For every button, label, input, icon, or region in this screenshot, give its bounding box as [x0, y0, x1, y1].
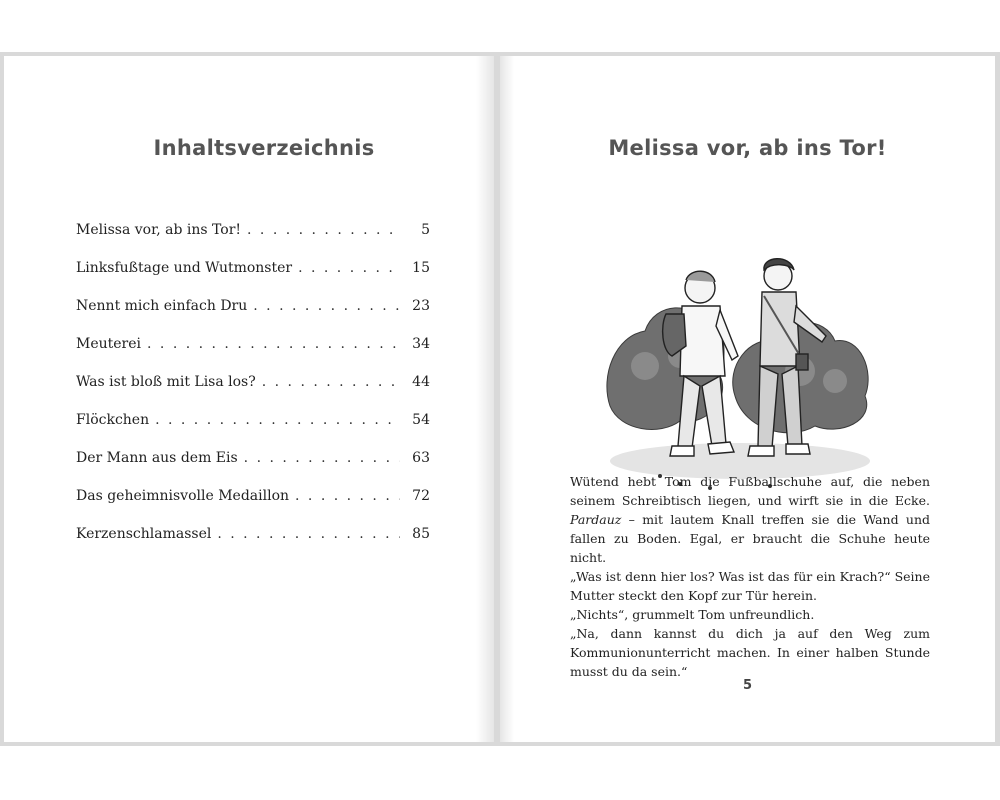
toc-entry-label: Der Mann aus dem Eis [76, 450, 238, 466]
toc-entry [76, 450, 430, 488]
toc-entry-label: Nennt mich einfach Dru [76, 298, 248, 314]
toc-entry-page: 44 [412, 374, 430, 390]
toc-leader-dots [298, 260, 400, 276]
two-boys-walking-illustration [600, 206, 880, 496]
toc-entry [76, 298, 430, 336]
toc-entry [76, 260, 430, 298]
page-number: 5 [742, 678, 753, 693]
toc-entry [76, 412, 430, 450]
toc-leader-dots [262, 374, 400, 390]
toc-entry [76, 336, 430, 374]
toc-entry-page: 34 [412, 336, 430, 352]
toc-entry-label: Linksfußtage und Wutmonster [76, 260, 293, 276]
chapter-body-text [570, 472, 930, 681]
paragraph: „Na, dann kannst du dich ja auf den Weg zum Kommunionunterricht machen. In einer halben Stunde musst du da sein.“ [570, 626, 930, 679]
toc-leader-dots [244, 450, 400, 466]
toc-entry-page: 5 [421, 222, 430, 238]
toc-leader-dots [253, 298, 400, 314]
paragraph: „Nichts“, grummelt Tom unfreundlich. [570, 607, 815, 622]
emphasis: Pardauz [570, 512, 622, 527]
toc-entry-label: Das geheimnisvolle Medaillon [76, 488, 290, 504]
toc-entry-page: 23 [412, 298, 430, 314]
table-of-contents [76, 222, 430, 564]
toc-leader-dots [217, 526, 400, 542]
toc-leader-dots [155, 412, 400, 428]
left-page [4, 56, 494, 742]
toc-entry-page: 54 [412, 412, 430, 428]
toc-entry [76, 526, 430, 564]
toc-leader-dots [147, 336, 400, 352]
paragraph: Wütend hebt Tom die Fußballschuhe auf, die neben seinem Schreibtisch liegen, und wirft sie in die Ecke. Pardauz – mit lautem Knall treffen sie die Wand und fallen zu Boden. Egal, er braucht die Schuhe heute nicht. [570, 474, 930, 565]
paragraph: „Was ist denn hier los? Was ist das für ein Krach?“ Seine Mutter steckt den Kopf zur Tür herein. [570, 569, 930, 603]
toc-entry-page: 63 [412, 450, 430, 466]
toc-entry-label: Kerzenschlamassel [76, 526, 212, 542]
toc-entry-page: 15 [412, 260, 430, 276]
toc-entry-page: 85 [412, 526, 430, 542]
toc-entry [76, 222, 430, 260]
toc-entry-page: 72 [412, 488, 430, 504]
toc-entry [76, 488, 430, 526]
toc-leader-dots [247, 222, 400, 238]
toc-entry [76, 374, 430, 412]
toc-entry-label: Melissa vor, ab ins Tor! [76, 222, 242, 238]
toc-title: Inhaltsverzeichnis [153, 136, 375, 160]
toc-entry-label: Was ist bloß mit Lisa los? [76, 374, 256, 390]
right-page [500, 56, 995, 742]
book-spread [0, 52, 1000, 746]
toc-entry-label: Meuterei [76, 336, 142, 352]
toc-entry-label: Flöckchen [76, 412, 150, 428]
toc-leader-dots [295, 488, 400, 504]
chapter-title: Melissa vor, ab ins Tor! [608, 136, 887, 160]
